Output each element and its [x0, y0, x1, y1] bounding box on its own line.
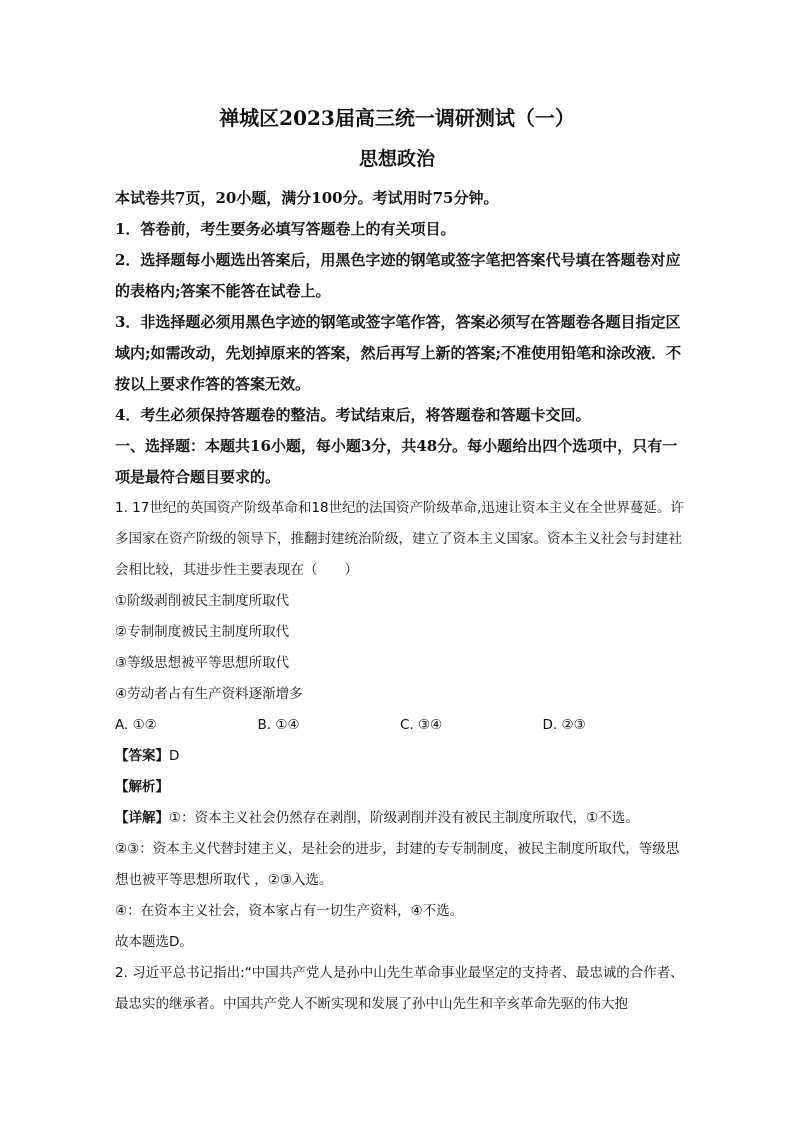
detail-line: ④：在资本主义社会，资本家占有一切生产资料，④不选。: [115, 903, 464, 919]
question-stem: 2. 习近平总书记指出:“中国共产党人是孙中山先生革命事业最坚定的支持者、最忠诚的合作者、最忠实的继承者。中国共产党人不断实现和发展了孙中山先生和辛亥革命先驱的伟大抱: [115, 965, 684, 1012]
answer-value: D: [169, 748, 180, 764]
answer-tag: 【答案】: [115, 748, 169, 764]
analysis-tag: 【解析】: [115, 779, 169, 795]
question-item: ③等级思想被平等思想所取代: [115, 655, 290, 671]
section-heading: 一、选择题：本题共16小题，每小题3分，共48分。每小题给出四个选项中，只有一项是最符合题目要求的。: [115, 437, 678, 486]
question-item: ④劳动者占有生产资料逐渐增多: [115, 686, 303, 702]
question-item: ①阶级剥削被民主制度所取代: [115, 593, 290, 609]
exam-body: [115, 183, 685, 1020]
option-b: B. ①④: [257, 717, 300, 733]
conclusion-line: 故本题选D。: [115, 934, 193, 950]
detail-text: ①：资本主义社会仍然存在剥削，阶级剥削并没有被民主制度所取代，①不选。: [169, 810, 639, 826]
option-c: C. ③④: [400, 717, 443, 733]
question-stem: 1. 17世纪的英国资产阶级革命和18世纪的法国资产阶级革命,迅速让资本主义在全世界蔓延。许多国家在资产阶级的领导下，推翻封建统治阶级，建立了资本主义国家。资本主义社会与封建社会相比较，其进步性主要表现在（ ）: [115, 500, 684, 578]
detail-line: ②③：资本主义代替封建主义，是社会的进步，封建的专专制制度，被民主制度所取代，等级思想也被平等思想所取代 ，②③入选。: [115, 841, 680, 888]
instruction-line: 2．选择题每小题选出答案后，用黑色字迹的钢笔或签字笔把答案代号填在答题卷对应的表格内;答案不能答在试卷上。: [115, 251, 681, 300]
question-item: ②专制制度被民主制度所取代: [115, 624, 290, 640]
answer-line: [115, 741, 685, 772]
instruction-line: 4．考生必须保持答题卷的整洁。考试结束后，将答题卷和答题卡交回。: [115, 406, 591, 424]
instruction-line: 本试卷共7页，20小题，满分100分。考试用时75分钟。: [115, 189, 499, 207]
option-a: A. ①②: [115, 717, 157, 733]
detail-tag: 【详解】: [115, 810, 169, 826]
instruction-line: 1．答卷前，考生要务必填写答题卷上的有关项目。: [115, 220, 456, 238]
subject-title: 思想政治: [358, 148, 435, 170]
option-d: D. ②③: [542, 717, 586, 733]
detail-line: [115, 803, 685, 834]
answer-options: [115, 710, 685, 741]
page-title: 禅城区2023届高三统一调研测试（一）: [219, 106, 575, 130]
instruction-line: 3．非选择题必须用黑色字迹的钢笔或签字笔作答，答案必须写在答题卷各题目指定区域内;如需改动，先划掉原来的答案，然后再写上新的答案;不准使用铅笔和涂改液．不按以上要求作答的答案无效。: [115, 313, 682, 393]
